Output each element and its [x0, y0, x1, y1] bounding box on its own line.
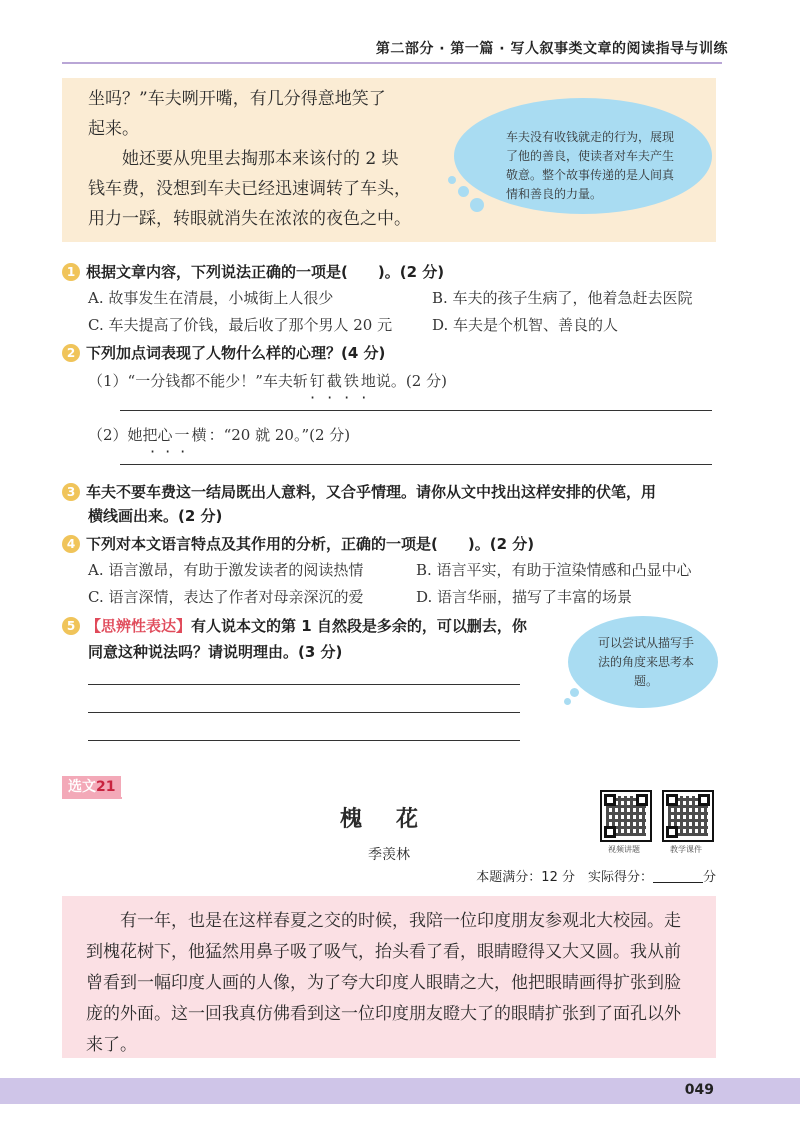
emphasis-dots: ···· [310, 388, 379, 407]
excerpt-box [62, 78, 716, 242]
question-number: 5 [62, 617, 80, 635]
question-2 [62, 341, 385, 365]
article-author: 季羡林 [368, 847, 410, 863]
bubble-dot [448, 176, 456, 184]
selection-tag [62, 776, 121, 798]
question-text-cont: 同意这种说法吗？请说明理由。(3 分) [88, 643, 343, 661]
passage-text: 有一年，也是在这样春夏之交的时候，我陪一位印度朋友参观北大校园。走到槐花树下，他猛然用鼻子吸了吸气，抬头看了看，眼睛瞪得又大又圆。我从前曾看到一幅印度人画的人像，为了夸大印度人眼睛之大，他把眼睛画得扩张到脸庞的外面。这一回我真仿佛看到这一位印度朋友瞪大了的眼睛扩张到了面孔以外来了。 [86, 911, 681, 1055]
subq-text: （2）她把 [88, 426, 158, 444]
bubble-dot [458, 186, 469, 197]
running-header: 第二部分 · 第一篇 · 写人叙事类文章的阅读指导与训练 [375, 41, 728, 57]
bubble-dot [564, 698, 571, 705]
option-d: D. 语言华丽，描写了丰富的场景 [416, 588, 633, 606]
qr-finder [604, 826, 616, 838]
score-blank[interactable] [653, 869, 703, 883]
qr-code-courseware[interactable] [662, 790, 714, 842]
passage-box [62, 896, 716, 1058]
note-bubble [454, 98, 712, 214]
answer-line[interactable] [120, 464, 712, 465]
question-1 [62, 260, 444, 284]
answer-line[interactable] [120, 410, 712, 411]
option-c: C. 车夫提高了价钱，最后收了那个男人 20 元 [88, 316, 393, 334]
emphasized-word: 斩钉截铁 [292, 372, 361, 390]
question-text: 下列加点词表现了人物什么样的心理？(4 分) [86, 344, 386, 362]
option-b: B. 车夫的孩子生病了，他着急赶去医院 [432, 289, 693, 307]
question-number: 3 [62, 483, 80, 501]
question-5 [62, 614, 527, 638]
question-tag: 【思辨性表达】 [86, 617, 192, 635]
excerpt-line: 用力一踩，转眼就消失在浓浓的夜色之中。 [88, 209, 411, 229]
bubble-dot [570, 688, 579, 697]
question-number: 2 [62, 344, 80, 362]
hint-bubble [568, 616, 718, 708]
answer-line[interactable] [88, 684, 520, 685]
qr-label-video: 视频讲题 [608, 845, 640, 854]
subquestion-1 [88, 370, 447, 391]
question-4 [62, 532, 534, 556]
subq-text: ：“20 就 20。”(2 分) [208, 426, 351, 444]
bubble-dot [578, 676, 590, 688]
option-b: B. 语言平实，有助于渲染情感和凸显中心 [416, 561, 692, 579]
qr-finder [604, 794, 616, 806]
hint-text: 可以尝试从描写手法的角度来思考本题。 [597, 636, 694, 688]
excerpt-line: 坐吗？”车夫咧开嘴，有几分得意地笑了 [88, 89, 386, 109]
subq-text: （1）“一分钱都不能少！”车夫 [88, 372, 293, 390]
option-a: A. 故事发生在清晨，小城街上人很少 [88, 289, 334, 307]
question-text-cont: 横线画出来。(2 分) [88, 507, 223, 525]
answer-line[interactable] [88, 712, 520, 713]
qr-finder [698, 794, 710, 806]
qr-code-video[interactable] [600, 790, 652, 842]
qr-finder [666, 794, 678, 806]
question-text: 车夫不要车费这一结局既出人意料，又合乎情理。请你从文中找出这样安排的伏笔，用 [86, 483, 657, 501]
article-title: 槐花 [340, 806, 453, 832]
qr-finder [636, 794, 648, 806]
header-rule [62, 62, 722, 64]
footer-band [0, 1078, 800, 1104]
emphasis-dots: ··· [150, 442, 196, 461]
qr-label-courseware: 教学课件 [670, 845, 702, 854]
question-text: 有人说本文的第 1 自然段是多余的，可以删去，你 [191, 617, 527, 635]
answer-line[interactable] [88, 740, 520, 741]
page-number: 049 [684, 1082, 714, 1098]
emphasized-word: 心一横 [157, 426, 209, 444]
question-text: 下列对本文语言特点及其作用的分析，正确的一项是( )。(2 分) [86, 535, 535, 553]
question-3 [62, 480, 656, 504]
question-text: 根据文章内容，下列说法正确的一项是( )。(2 分) [86, 263, 445, 281]
bubble-dot [470, 198, 484, 212]
excerpt-text [88, 84, 458, 234]
selection-tag-label: 选文 [68, 779, 96, 795]
score-line [476, 866, 716, 885]
excerpt-line: 起来。 [88, 119, 139, 139]
score-label: 本题满分：12 分 实际得分： [476, 870, 653, 885]
option-a: A. 语言激昂，有助于激发读者的阅读热情 [88, 561, 364, 579]
excerpt-line: 她还要从兜里去掏那本来该付的 2 块 [122, 149, 399, 169]
score-unit: 分 [702, 870, 716, 885]
subq-text: 地说。(2 分) [360, 372, 447, 390]
option-c: C. 语言深情，表达了作者对母亲深沉的爱 [88, 588, 364, 606]
qr-finder [666, 826, 678, 838]
subquestion-2 [88, 424, 350, 445]
option-d: D. 车夫是个机智、善良的人 [432, 316, 619, 334]
question-number: 4 [62, 535, 80, 553]
selection-tag-number: 21 [96, 779, 116, 795]
selection-rule [62, 797, 122, 799]
note-text: 车夫没有收钱就走的行为，展现了他的善良，使读者对车夫产生敬意。整个故事传递的是人间真情和善良的力量。 [506, 130, 675, 201]
question-number: 1 [62, 263, 80, 281]
excerpt-line: 钱车费，没想到车夫已经迅速调转了车头， [88, 179, 411, 199]
